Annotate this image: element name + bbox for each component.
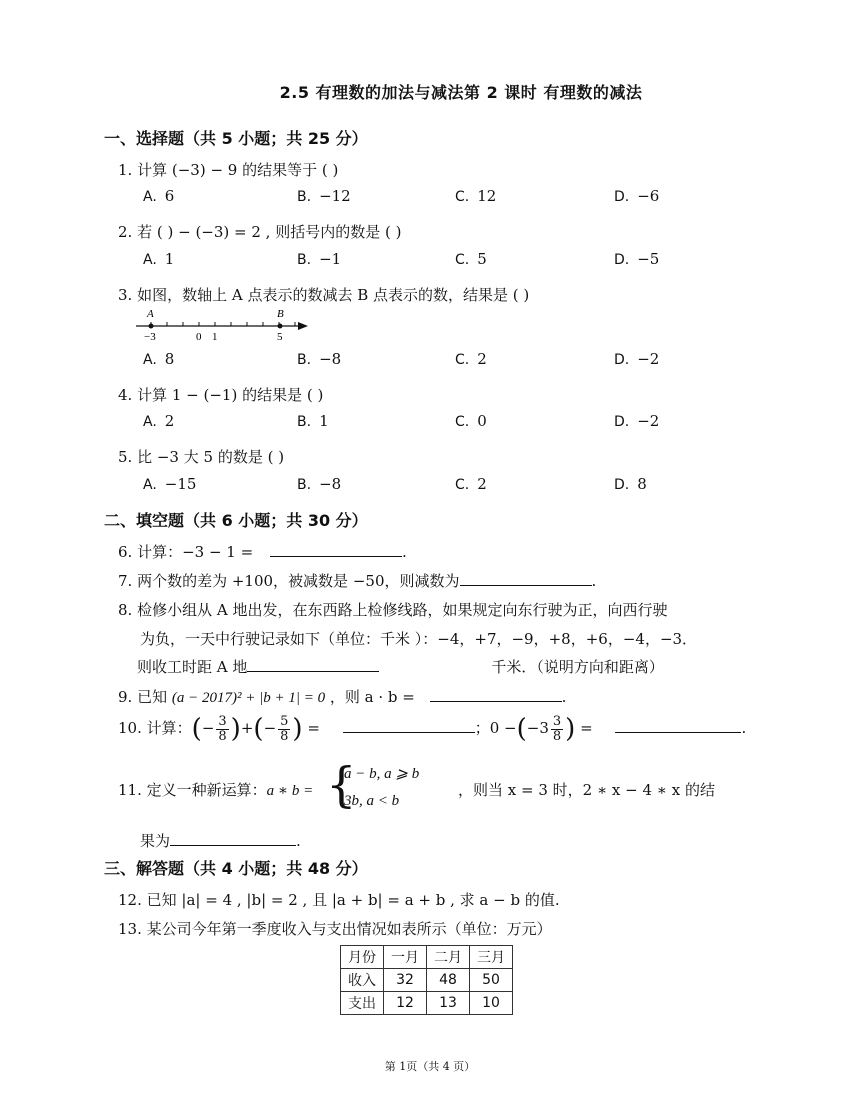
label-b: B <box>277 308 284 320</box>
option-b[interactable]: B. −12 <box>297 187 351 205</box>
table-row: 支出 12 13 10 <box>341 992 513 1015</box>
page-footer: 第 1页（共 4 页） <box>384 1060 476 1073</box>
answer-blank[interactable] <box>460 571 592 586</box>
equation: (a − 2017)² + |b + 1| = 0 <box>171 690 326 706</box>
question-4: 4. 计算 1 − (−1) 的结果是 ( ) <box>118 386 324 404</box>
question-2: 2. 若 ( ) − (−3) = 2 , 则括号内的数是 ( ) <box>118 223 402 241</box>
question-11-tail: ，则当 x = 3 时，2 ∗ x − 4 ∗ x 的结 <box>458 781 715 799</box>
option-c[interactable]: C. 2 <box>455 475 487 493</box>
question-11-line-2: 果为 . <box>140 832 301 850</box>
question-3: 3. 如图，数轴上 A 点表示的数减去 B 点表示的数，结果是 ( ) <box>118 286 530 304</box>
answer-blank[interactable] <box>343 718 475 733</box>
option-c[interactable]: C. 5 <box>455 250 487 268</box>
option-a[interactable]: A. 1 <box>143 250 175 268</box>
point-b <box>278 324 283 329</box>
tick-label: −3 <box>144 331 156 343</box>
question-11: 11. 定义一种新运算：a ∗ b = <box>118 781 314 799</box>
option-a[interactable]: A. 6 <box>143 187 175 205</box>
option-d[interactable]: D. −2 <box>614 412 660 430</box>
table-row: 月份 一月 二月 三月 <box>341 946 513 969</box>
option-b[interactable]: B. −1 <box>297 250 342 268</box>
question-10: 10. 计算：(− $\frac{3}{8}$ )+(− $\frac{5}{8}$ ) = ；0 −(−3 $\frac{3}{8}$ ) = . <box>118 713 747 744</box>
tick-label: 0 <box>196 331 202 343</box>
option-b[interactable]: B. −8 <box>297 475 342 493</box>
answer-blank[interactable] <box>247 657 379 672</box>
option-b[interactable]: B. 1 <box>297 412 329 430</box>
case-2: 3b, a < b <box>344 793 400 809</box>
brace: { <box>326 757 357 813</box>
option-a[interactable]: A. 2 <box>143 412 175 430</box>
tick-label: 5 <box>277 331 283 343</box>
option-a[interactable]: A. −15 <box>143 475 197 493</box>
question-6: 6. 计算：−3 − 1 = . <box>118 543 407 561</box>
option-d[interactable]: D. −6 <box>614 187 660 205</box>
table-row: 收入 32 48 50 <box>341 969 513 992</box>
case-1: a − b, a ⩾ b <box>344 766 420 782</box>
option-c[interactable]: C. 0 <box>455 412 487 430</box>
section-heading-solve: 三、解答题（共 4 小题；共 48 分） <box>104 859 368 878</box>
question-8: 8. 检修小组从 A 地出发，在东西路上检修线路，如果规定向东行驶为正，向西行驶 <box>118 601 668 619</box>
question-8-line-3: 则收工时距 A 地 千米．（说明方向和距离） <box>137 658 664 676</box>
answer-blank[interactable] <box>430 687 562 702</box>
income-expense-table <box>340 945 513 1015</box>
option-d[interactable]: D. −2 <box>614 350 660 368</box>
section-heading-fill: 二、填空题（共 6 小题；共 30 分） <box>104 511 368 530</box>
page-title: 2.5 有理数的加法与减法第 2 课时 有理数的减法 <box>279 83 643 102</box>
answer-blank[interactable] <box>615 718 741 733</box>
number-line-figure <box>130 305 315 345</box>
question-number: 1. <box>118 161 133 179</box>
question-9: 9. 已知 (a − 2017)² + |b + 1| = 0 ，则 a · b = . <box>118 688 567 706</box>
answer-blank[interactable] <box>270 542 402 557</box>
option-c[interactable]: C. 12 <box>455 187 497 205</box>
answer-blank[interactable] <box>170 831 296 846</box>
question-12: 12. 已知 |a| = 4 , |b| = 2 , 且 |a + b| = a + b , 求 a − b 的值. <box>118 891 560 909</box>
tick-label: 1 <box>212 331 218 343</box>
question-text: 计算 (−3) − 9 的结果等于 ( ) <box>137 161 339 179</box>
label-a: A <box>147 308 154 320</box>
option-a[interactable]: A. 8 <box>143 350 175 368</box>
section-heading-choice: 一、选择题（共 5 小题；共 25 分） <box>104 129 368 148</box>
question-5: 5. 比 −3 大 5 的数是 ( ) <box>118 448 285 466</box>
question-13: 13. 某公司今年第一季度收入与支出情况如表所示（单位：万元） <box>118 920 552 938</box>
question-7: 7. 两个数的差为 +100，被减数是 −50，则减数为 . <box>118 572 597 590</box>
question-8-line-2: 为负，一天中行驶记录如下（单位：千米 ）：−4，+7，−9，+8，+6，−4，−3． <box>140 630 698 648</box>
option-d[interactable]: D. 8 <box>614 475 647 493</box>
point-a <box>149 324 154 329</box>
option-d[interactable]: D. −5 <box>614 250 660 268</box>
question-1 <box>118 159 338 180</box>
option-c[interactable]: C. 2 <box>455 350 487 368</box>
option-b[interactable]: B. −8 <box>297 350 342 368</box>
